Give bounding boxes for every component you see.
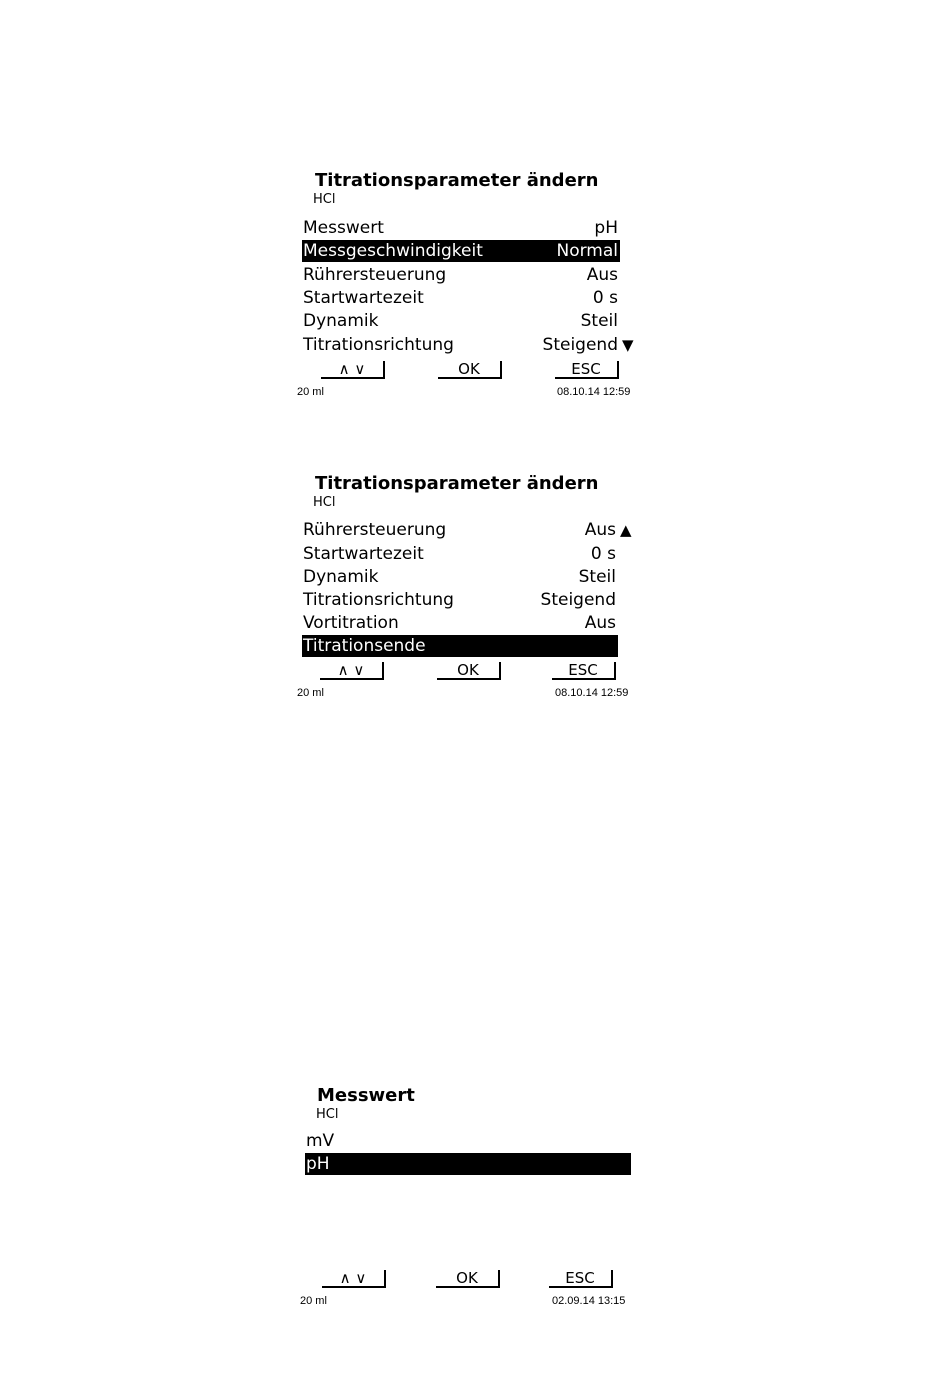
param-value: Steil: [578, 567, 616, 587]
param-label: Titrationsende: [303, 636, 426, 656]
esc-button[interactable]: ESC: [555, 361, 619, 379]
screen-subtitle: HCl: [313, 192, 336, 207]
datetime-status: 08.10.14 12:59: [557, 386, 631, 398]
esc-button[interactable]: ESC: [549, 1270, 613, 1288]
volume-status: 20 ml: [297, 386, 324, 398]
param-row-vortitration[interactable]: [302, 612, 618, 634]
param-row-dynamik[interactable]: [302, 566, 618, 588]
screen-subtitle: HCl: [313, 495, 336, 510]
ok-button[interactable]: OK: [438, 361, 502, 379]
param-row-titrationsrichtung[interactable]: [302, 334, 620, 356]
param-value: Aus: [586, 265, 618, 285]
ok-button[interactable]: OK: [436, 1270, 500, 1288]
screen-subtitle: HCl: [316, 1107, 339, 1122]
param-row-messgeschwindigkeit[interactable]: [302, 240, 620, 262]
scroll-down-icon: ▼: [622, 336, 634, 354]
datetime-status: 08.10.14 12:59: [555, 687, 629, 699]
screen-title: Messwert: [317, 1085, 415, 1106]
screen-title: Titrationsparameter ändern: [315, 473, 599, 494]
nav-up-down-button[interactable]: ∧ ∨: [321, 361, 385, 379]
param-label: Startwartezeit: [303, 288, 424, 308]
option-label: pH: [306, 1154, 330, 1174]
param-label: Startwartezeit: [303, 544, 424, 564]
param-row-startwartezeit[interactable]: [302, 543, 618, 565]
param-value: Steil: [580, 311, 618, 331]
param-row-titrationsende[interactable]: [302, 635, 618, 657]
param-row-ruehrersteuerung[interactable]: [302, 264, 620, 286]
param-value: 0 s: [590, 544, 616, 564]
param-label: Messwert: [303, 218, 384, 238]
titration-params-screen-1: [297, 170, 642, 402]
scroll-up-icon: ▲: [620, 521, 632, 539]
param-label: Dynamik: [303, 567, 379, 587]
param-row-messwert[interactable]: [302, 217, 620, 239]
volume-status: 20 ml: [297, 687, 324, 699]
volume-status: 20 ml: [300, 1295, 327, 1307]
param-label: Vortitration: [303, 613, 399, 633]
ok-button[interactable]: OK: [437, 662, 501, 680]
param-row-titrationsrichtung[interactable]: [302, 589, 618, 611]
param-label: Dynamik: [303, 311, 379, 331]
nav-up-down-button[interactable]: ∧ ∨: [320, 662, 384, 680]
param-value: Steigend: [540, 590, 616, 610]
param-value: 0 s: [592, 288, 618, 308]
datetime-status: 02.09.14 13:15: [552, 1295, 626, 1307]
param-value: Steigend: [542, 335, 618, 355]
titration-params-screen-2: [297, 473, 642, 705]
param-value: pH: [594, 218, 618, 238]
param-row-startwartezeit[interactable]: [302, 287, 620, 309]
param-label: Rührersteuerung: [303, 520, 447, 540]
param-label: Rührersteuerung: [303, 265, 447, 285]
param-label: Titrationsrichtung: [303, 590, 454, 610]
param-value: Normal: [556, 241, 618, 261]
option-ph[interactable]: [305, 1153, 631, 1175]
messwert-select-screen: [302, 1085, 642, 1315]
option-mv[interactable]: [305, 1130, 631, 1152]
option-label: mV: [306, 1131, 335, 1151]
param-value: Aus: [584, 613, 616, 633]
param-label: Messgeschwindigkeit: [303, 241, 483, 261]
param-label: Titrationsrichtung: [303, 335, 454, 355]
param-row-ruehrersteuerung[interactable]: [302, 519, 618, 541]
param-value: Aus: [584, 520, 616, 540]
screen-title: Titrationsparameter ändern: [315, 170, 599, 191]
param-row-dynamik[interactable]: [302, 310, 620, 332]
esc-button[interactable]: ESC: [552, 662, 616, 680]
nav-up-down-button[interactable]: ∧ ∨: [322, 1270, 386, 1288]
